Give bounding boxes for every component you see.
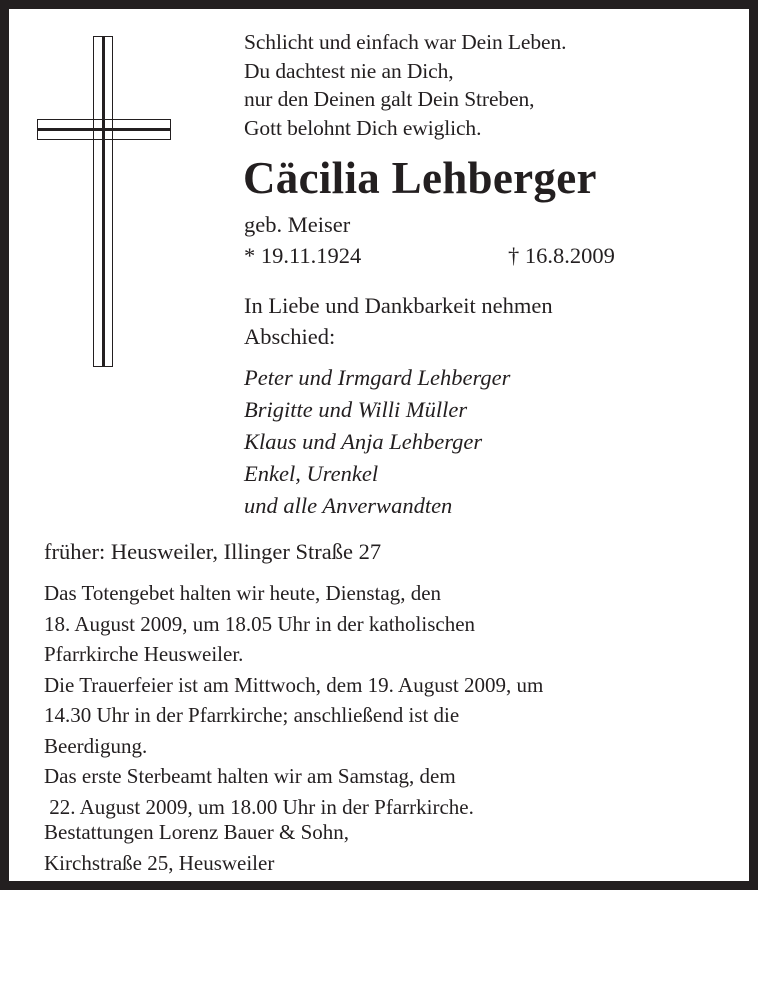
mourner: Klaus und Anja Lehberger: [244, 429, 483, 454]
service-line: Das Totengebet halten wir heute, Dienstag, den: [44, 581, 442, 605]
maiden-name: geb. Meiser: [244, 212, 351, 237]
cross-intersection: [93, 119, 113, 140]
birth-date: * 19.11.1924: [244, 243, 362, 268]
former-address: früher: Heusweiler, Illinger Straße 27: [44, 539, 382, 564]
mourner: und alle Anverwandten: [244, 493, 453, 518]
service-line: Pfarrkirche Heusweiler.: [44, 642, 244, 666]
verse: [244, 28, 566, 142]
service-line: Die Trauerfeier ist am Mittwoch, dem 19. August 2009, um: [44, 672, 544, 697]
mourner: Brigitte und Willi Müller: [244, 397, 468, 422]
farewell-line: Abschied:: [244, 324, 336, 349]
funeral-home-line: Bestattungen Lorenz Bauer & Sohn,: [44, 820, 350, 844]
verse-line: Schlicht und einfach war Dein Leben.: [244, 30, 567, 54]
service-line: Das erste Sterbeamt halten wir am Samstag, dem: [44, 764, 456, 788]
verse-line: nur den Deinen galt Dein Streben,: [244, 87, 535, 111]
service-line: 18. August 2009, um 18.05 Uhr in der katholischen: [44, 611, 476, 636]
funeral-home: [44, 817, 349, 878]
mourner: Peter und Irmgard Lehberger: [244, 365, 511, 390]
mourner: Enkel, Urenkel: [244, 461, 379, 486]
cross-vertical-beam: [93, 36, 113, 367]
farewell-text: [244, 290, 553, 352]
funeral-home-line: Kirchstraße 25, Heusweiler: [44, 850, 275, 875]
service-line: 22. August 2009, um 18.00 Uhr in der Pfarrkirche.: [44, 794, 474, 819]
death-date: † 16.8.2009: [508, 243, 615, 268]
service-details: [44, 578, 543, 822]
service-line: 14.30 Uhr in der Pfarrkirche; anschließend ist die: [44, 703, 460, 727]
verse-line: Du dachtest nie an Dich,: [244, 58, 454, 83]
service-line: Beerdigung.: [44, 733, 148, 758]
farewell-line: In Liebe und Dankbarkeit nehmen: [244, 293, 553, 318]
verse-line: Gott belohnt Dich ewiglich.: [244, 115, 482, 140]
deceased-name: Cäcilia Lehberger: [243, 153, 597, 203]
mourners-list: [244, 362, 510, 522]
